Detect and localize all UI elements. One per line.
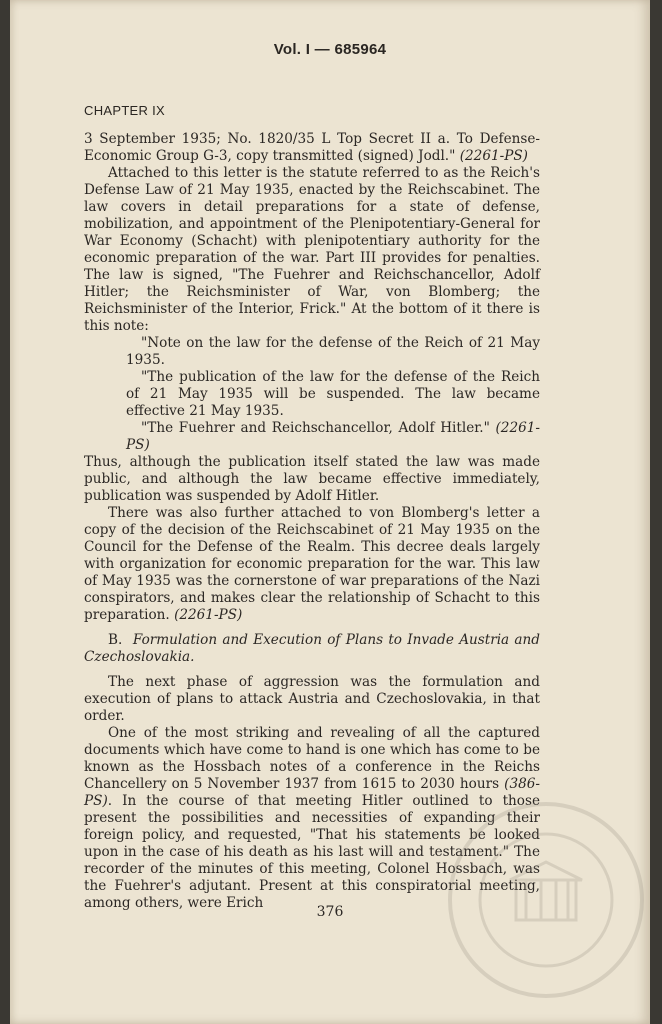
citation: (2261-PS) [174, 607, 243, 623]
library-stamp-icon [446, 800, 646, 1000]
paragraph: One of the most striking and revealing of all the captured documents which have come to hand is one which has come to be known as the Hossbach notes of a conference in the Reichs Chancellery on 5 November 1937 from 1615 to 2030 hours (386-PS). In the course of that meeting Hitler outlined to those present the possibilities and necessities of expanding their foreign policy, and requested, "That his statements be looked upon in the case of his death as his last will and testament." The recorder of the minutes of this meeting, Colonel Hossbach, was the Fuehrer's adjutant. Present at this conspiratorial meeting, among others, were Erich [84, 725, 540, 911]
citation: (2261-PS) [126, 420, 540, 453]
quote: "The Fuehrer and Reichschancellor, Adolf Hitler." (2261-PS) [126, 420, 540, 453]
citation: (386-PS) [84, 776, 540, 809]
quote: "The publication of the law for the defense of the Reich of 21 May 1935 will be suspended. The law became effective 21 May 1935. [126, 369, 540, 419]
paragraph: The next phase of aggression was the formulation and execution of plans to attack Austria and Czechoslovakia, in that order. [84, 674, 540, 724]
document-page [10, 0, 650, 1024]
page-header: Vol. I — 685964 [273, 41, 387, 58]
body-text [84, 131, 540, 912]
quote: "Note on the law for the defense of the Reich of 21 May 1935. [126, 335, 540, 368]
paragraph: Attached to this letter is the statute referred to as the Reich's Defense Law of 21 May 1935, enacted by the Reichscabinet. The law covers in detail preparations for a state of defense, mobilization, and appointment of the Plenipotentiary-General for War Economy (Schacht) with plenipotentiary authority for the economic preparation of the war. Part III provides for penalties. The law is signed, "The Fuehrer and Reichschancellor, Adolf Hitler; the Reichsminister of War, von Blomberg; the Reichsminister of the Interior, Frick." At the bottom of it there is this note: [84, 165, 540, 334]
paragraph: There was also further attached to von Blomberg's letter a copy of the decision of the Reichscabinet of 21 May 1935 on the Council for the Defense of the Realm. This decree deals largely with organization for economic preparation for the war. This law of May 1935 was the cornerstone of war preparations of the Nazi conspirators, and makes clear the relationship of Schacht to this preparation. (2261-PS) [84, 505, 540, 623]
page-number: 376 [316, 904, 344, 920]
section-heading: B. Formulation and Execution of Plans to Invade Austria and Czechoslovakia. [84, 632, 540, 665]
paragraph: Thus, although the publication itself stated the law was made public, and although the law became effective immediately, publication was suspended by Adolf Hitler. [84, 454, 540, 504]
citation: (2261-PS) [459, 148, 528, 164]
paragraph: 3 September 1935; No. 1820/35 L Top Secret II a. To Defense-Economic Group G-3, copy transmitted (signed) Jodl." (2261-PS) [84, 131, 540, 164]
chapter-heading: CHAPTER IX [84, 103, 166, 118]
